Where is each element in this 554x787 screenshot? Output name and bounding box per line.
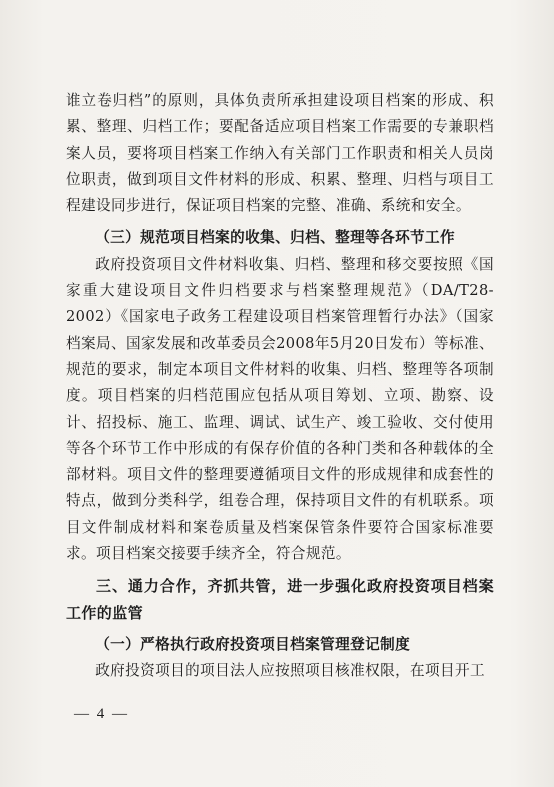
section-heading: （一）严格执行政府投资项目档案管理登记制度 bbox=[95, 635, 411, 653]
paragraph: 政府投资项目的项目法人应按照项目核准权限，在项目开工 bbox=[95, 662, 486, 680]
body-text bbox=[66, 88, 494, 685]
chapter-heading: 三、通力合作，齐抓共管，进一步强化政府投资项目档案工作的监管 bbox=[66, 577, 494, 622]
page-number: — 4 — bbox=[74, 706, 129, 722]
section-heading: （三）规范项目档案的收集、归档、整理等各环节工作 bbox=[95, 229, 456, 247]
paragraph: 谁立卷归档”的原则，具体负责所承担建设项目档案的形成、积累、整理、归档工作；要配备适应项目档案工作需要的专兼职档案人员，要将项目档案工作纳入有关部门工作职责和相关人员岗位职责，做到项目文件材料的形成、积累、整理、归档与项目工程建设同步进行，保证项目档案的完整、准确、系统和安全。 bbox=[66, 92, 494, 215]
paragraph: 政府投资项目文件材料收集、归档、整理和移交要按照《国家重大建设项目文件归档要求与档案整理规范》（DA/T28-2002）《国家电子政务工程建设项目档案管理暂行办法》（国家档案局、国家发展和改革委员会2008年5月20日发布）等标准、规范的要求，制定本项目文件材料的收集、归档、整理等各项制度。项目档案的归档范围应包括从项目筹划、立项、勘察、设计、招投标、施工、监理、调试、试生产、竣工验收、交付使用等各个环节工作中形成的有保存价值的各种门类和各种载体的全部材料。项目文件的整理要遵循项目文件的形成规律和成套性的特点，做到分类科学，组卷合理，保持项目文件的有机联系。项目文件制成材料和案卷质量及档案保管条件要符合国家标准要求。项目档案交接要手续齐全，符合规范。 bbox=[66, 255, 494, 563]
